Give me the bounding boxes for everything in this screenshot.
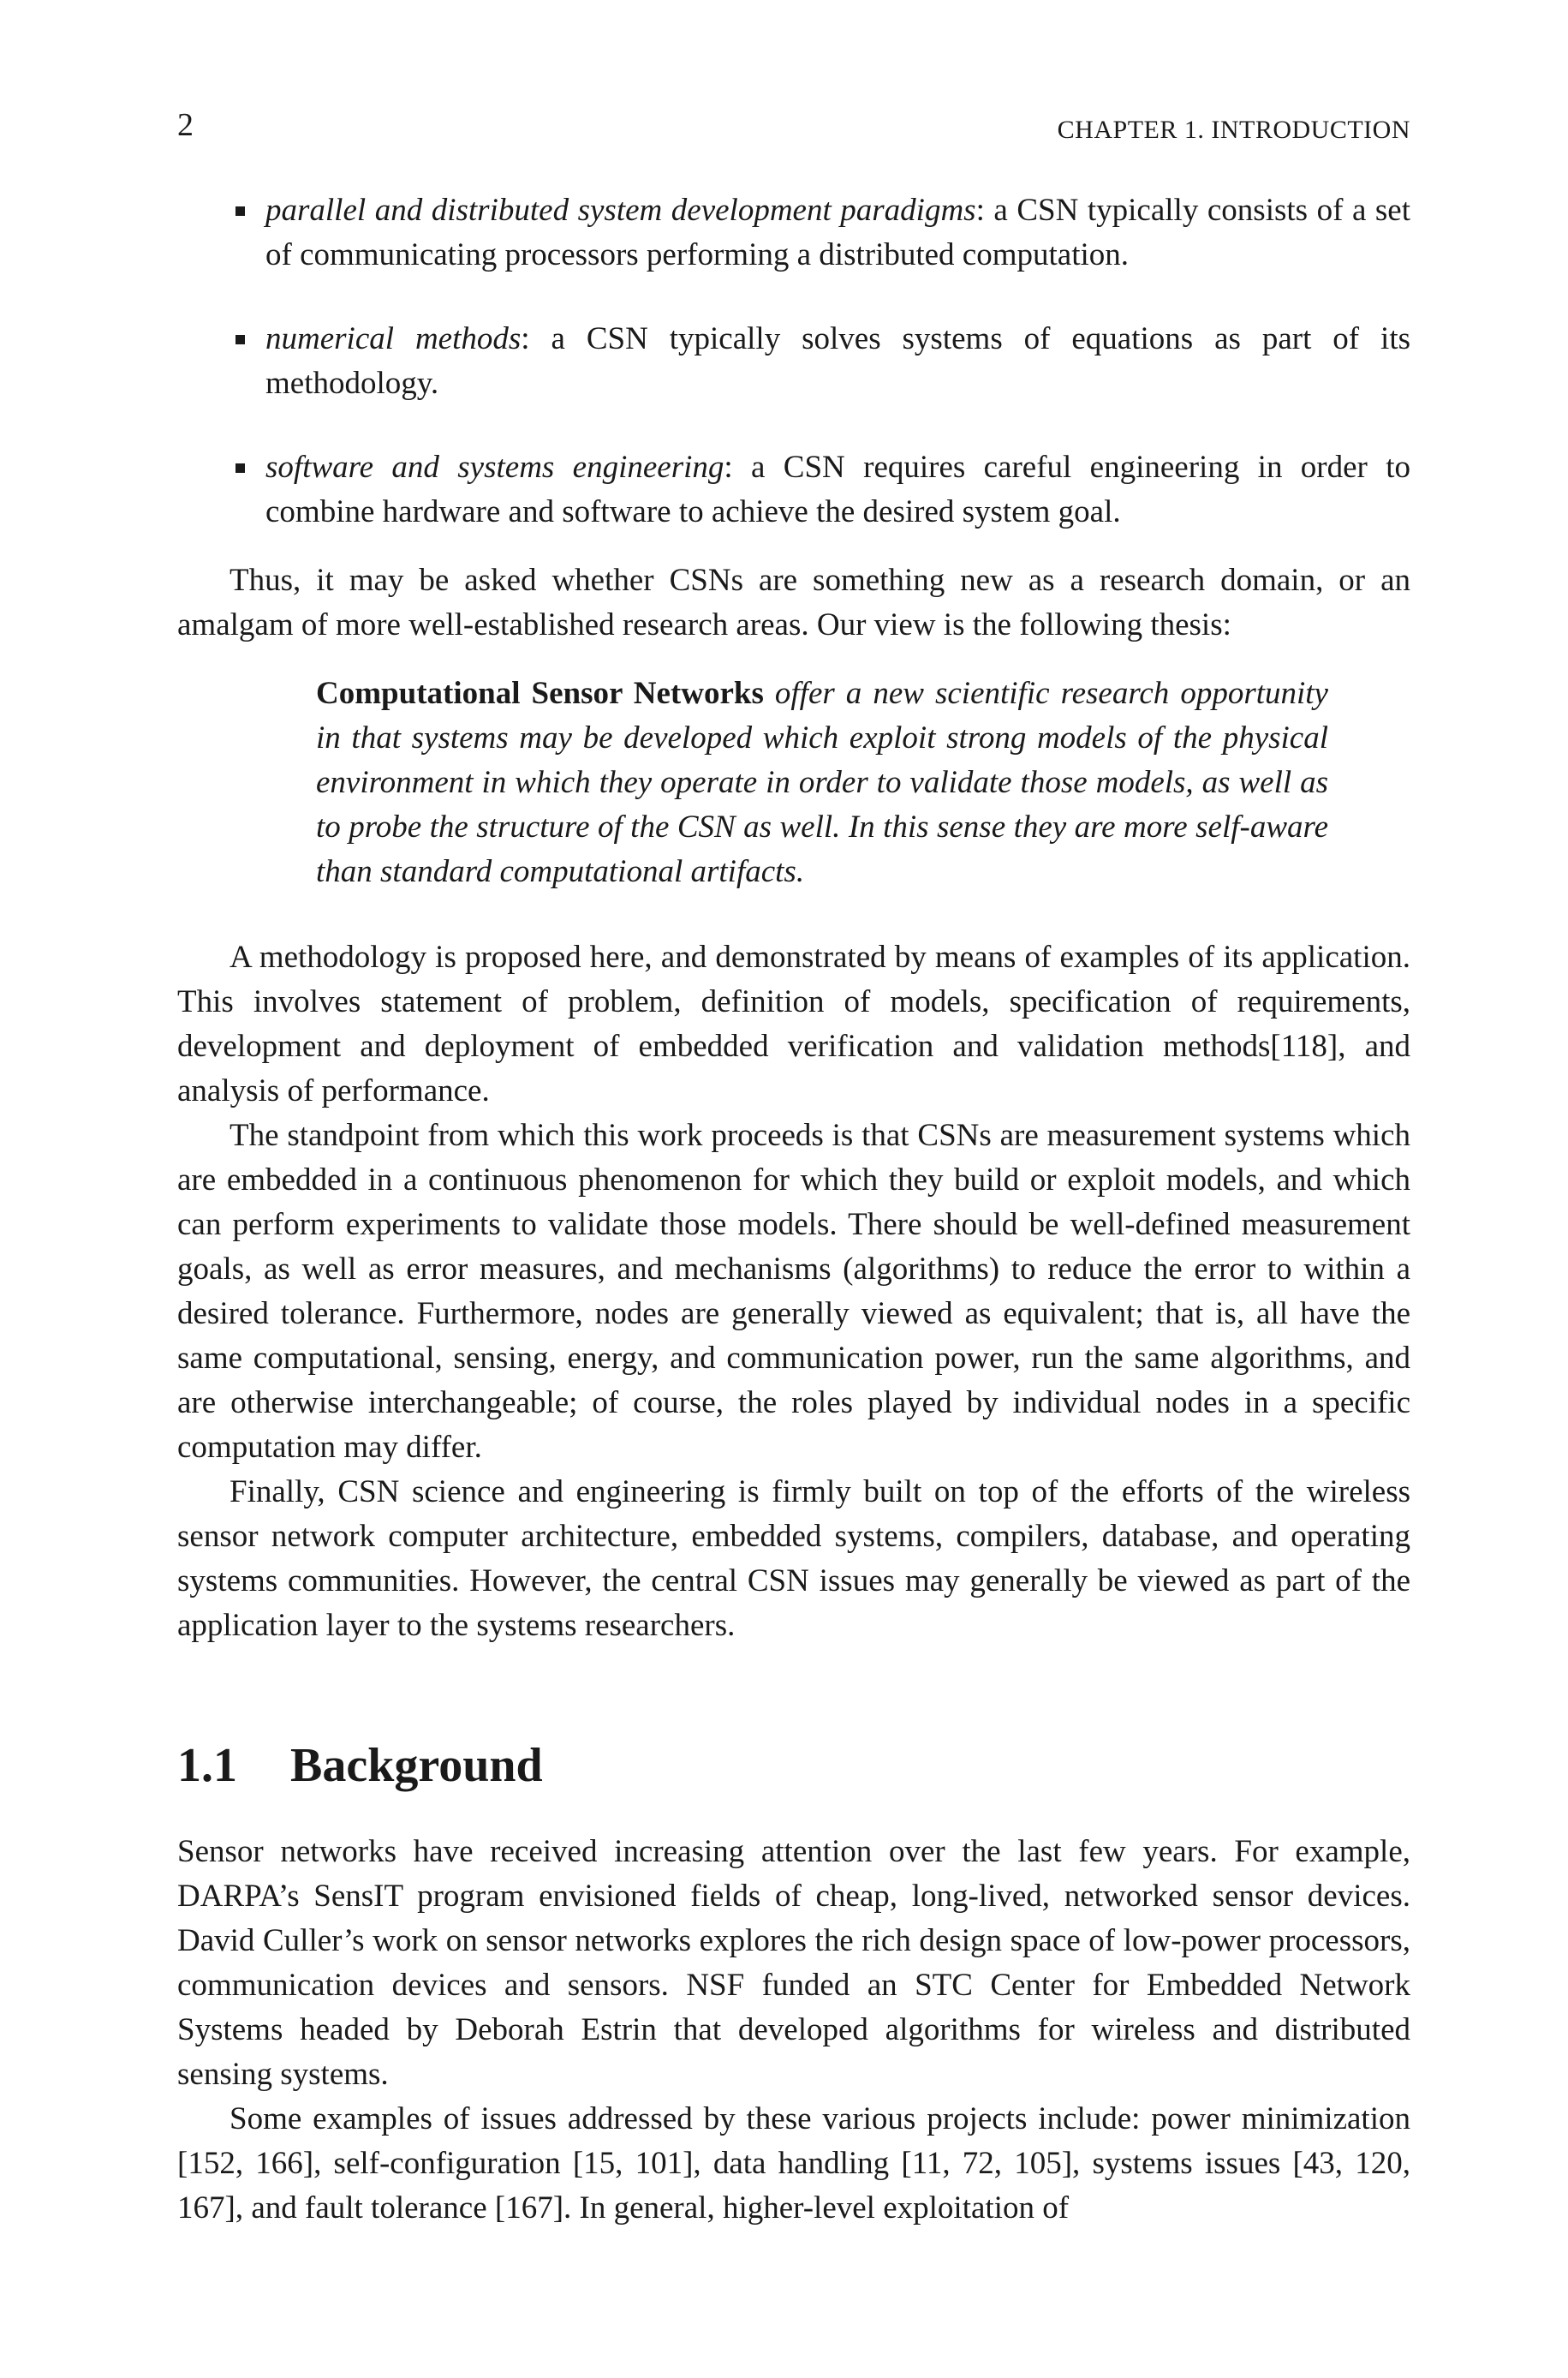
- thesis-body: offer a new scientific research opportunity in that systems may be developed which exploit strong models of the physical environment in which they operate in order to validate those models, as well as to probe the structure of the CSN as well. In this sense they are more self-aware than standard computational artifacts.: [316, 676, 1328, 889]
- bullet-term: numerical methods: [265, 321, 522, 356]
- standpoint-paragraph: The standpoint from which this work proceeds is that CSNs are measurement systems which are embedded in a continuous phenomenon for which they build or exploit models, and which can perform experiments to validate those models. There should be well-defined measurement goals, as well as error measures, and mechanisms (algorithms) to reduce the error to within a desired tolerance. Furthermore, nodes are generally viewed as equivalent; that is, all have the same computational, sensing, energy, and communication power, run the same algorithms, and are otherwise interchangeable; of course, the roles played by individual nodes in a specific computation may differ.: [177, 1118, 1410, 1465]
- list-item: [177, 317, 1410, 406]
- bullet-square-icon: [235, 206, 245, 216]
- section-number: 1.1: [177, 1739, 237, 1792]
- chapter-title: CHAPTER 1. INTRODUCTION: [1057, 116, 1410, 144]
- list-item: [177, 188, 1410, 278]
- list-item: [177, 445, 1410, 535]
- bullet-text: : a CSN typically consists of a set of communicating processors performing a distributed computation.: [265, 193, 1410, 272]
- section-title: Background: [290, 1739, 543, 1792]
- finally-paragraph: Finally, CSN science and engineering is firmly built on top of the efforts of the wireless sensor network computer architecture, embedded systems, compilers, database, and operating systems communities. However, the central CSN issues may generally be viewed as part of the application layer to the systems researchers.: [177, 1474, 1410, 1643]
- bullet-term: software and systems engineering: [265, 450, 724, 485]
- section-heading: [177, 1737, 1410, 1794]
- methodology-paragraph: A methodology is proposed here, and demonstrated by means of examples of its application. This involves statement of problem, definition of models, specification of requirements, development and deployment of embedded verification and validation methods[118], and analysis of performance.: [177, 940, 1410, 1108]
- page-number: 2: [177, 107, 194, 143]
- background-paragraph: Sensor networks have received increasing attention over the last few years. For example, DARPA’s SensIT program envisioned fields of cheap, long-lived, networked sensor devices. David Culler’s work on sensor networks explores the rich design space of low-power processors, communication devices and sensors. NSF funded an STC Center for Embedded Network Systems headed by Deborah Estrin that developed algorithms for wireless and distributed sensing systems.: [177, 1834, 1410, 2092]
- bullet-square-icon: [235, 335, 245, 344]
- bullet-list: [177, 188, 1410, 535]
- thesis-statement: [177, 672, 1410, 894]
- background-paragraph: Some examples of issues addressed by these various projects include: power minimization [152, 166], self-configuration [15, 101], data handling [11, 72, 105], systems issues [43, 120, 167], and fault tolerance [167]. In general, higher-level exploitation of: [177, 2101, 1410, 2226]
- bullet-text: : a CSN requires careful engineering in order to combine hardware and software to achieve the desired system goal.: [265, 450, 1410, 529]
- book-page: [177, 103, 1410, 2231]
- bullet-term: parallel and distributed system development paradigms: [265, 193, 976, 228]
- thesis-lead: Computational Sensor Networks: [316, 676, 764, 711]
- bullet-text: : a CSN typically solves systems of equations as part of its methodology.: [265, 321, 1410, 401]
- thesis-intro-paragraph: Thus, it may be asked whether CSNs are something new as a research domain, or an amalgam of more well-established research areas. Our view is the following thesis:: [177, 563, 1410, 642]
- running-head: [177, 103, 1410, 154]
- bullet-square-icon: [235, 463, 245, 473]
